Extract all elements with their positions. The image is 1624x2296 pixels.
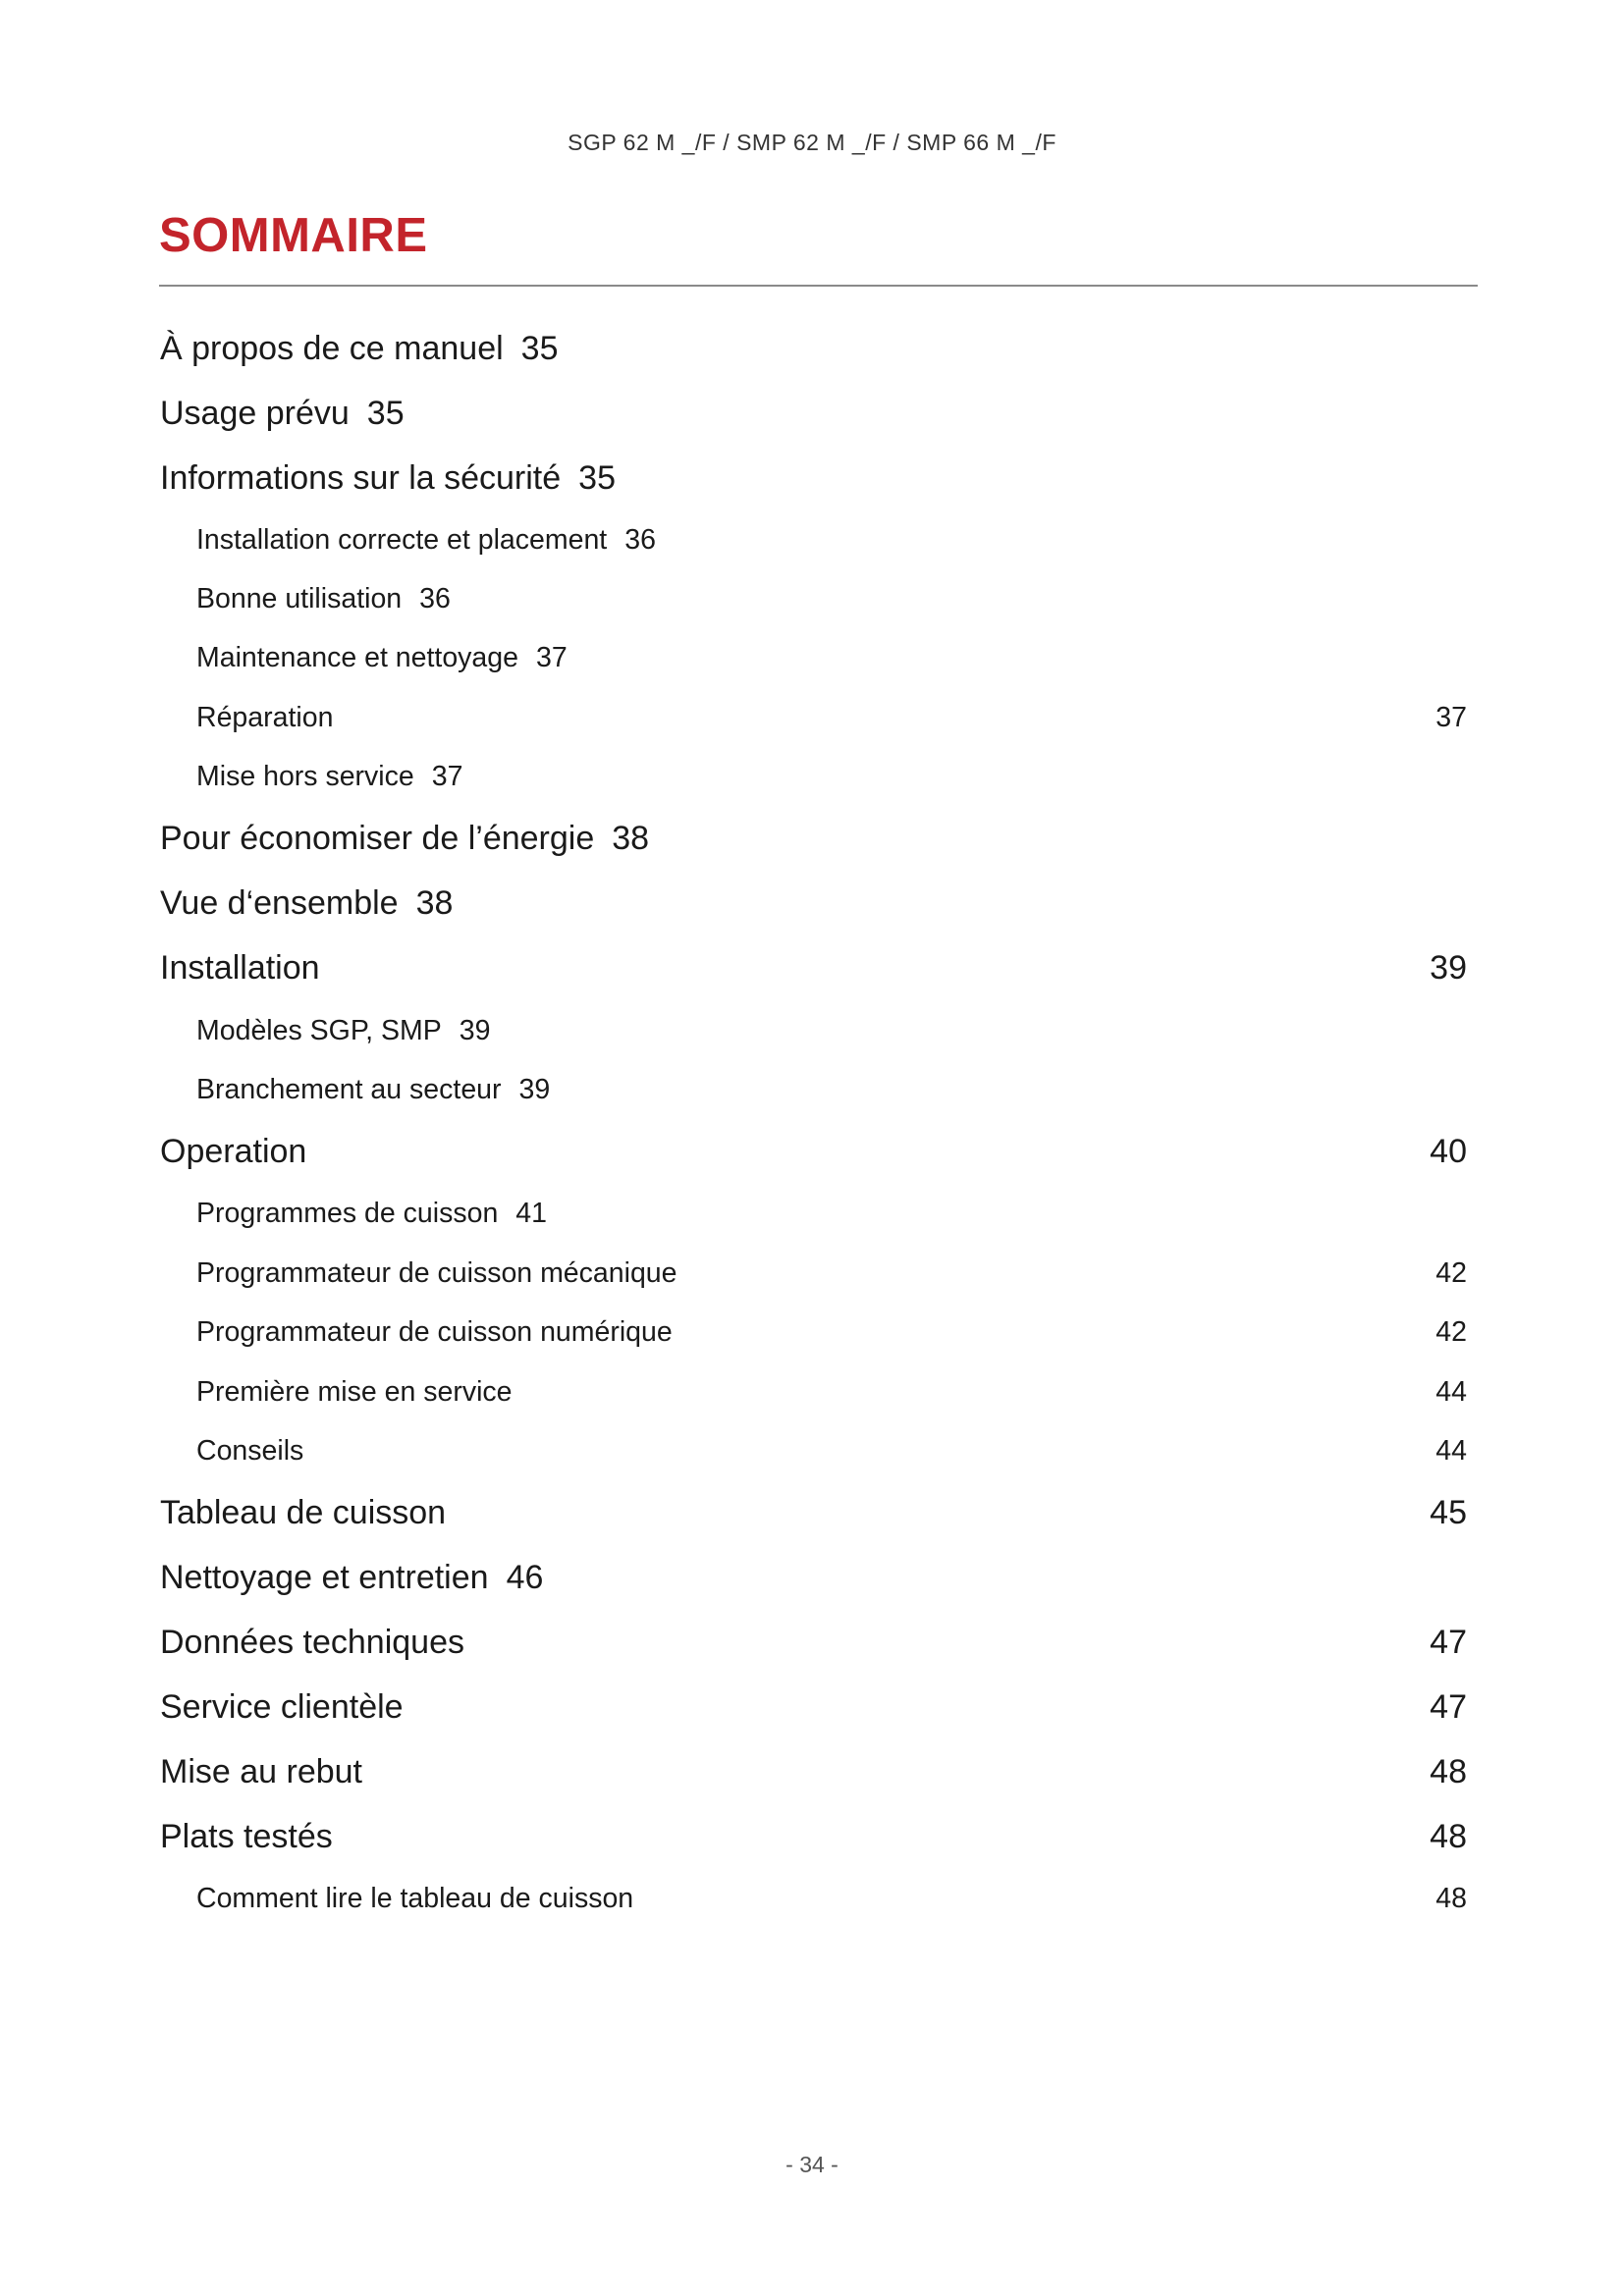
toc-entry (0, 446, 1624, 510)
toc-entry-label: Conseils (196, 1434, 304, 1467)
toc-entry-label: Réparation (196, 701, 334, 733)
page-title: SOMMAIRE (159, 209, 428, 262)
toc-entry-label: Informations sur la sécurité (160, 458, 562, 497)
toc-entry-label: Modèles SGP, SMP (196, 1014, 442, 1046)
toc-entry-label: Installation correcte et placement (196, 523, 608, 556)
toc-entry-label: Branchement au secteur (196, 1074, 502, 1106)
toc-entry (0, 381, 1624, 446)
toc-entry (0, 1546, 1624, 1611)
toc-entry-page: 44 (1435, 1375, 1467, 1408)
toc-entry (0, 1740, 1624, 1805)
page-number: - 34 - (785, 2152, 839, 2177)
toc-entry (0, 1304, 1624, 1362)
toc-entry-label: Comment lire le tableau de cuisson (196, 1883, 634, 1915)
toc-entry (0, 1676, 1624, 1740)
toc-entry-page: 47 (1430, 1624, 1467, 1662)
toc-entry-page: 39 (518, 1074, 551, 1106)
title-divider (159, 285, 1478, 287)
toc-entry-page: 48 (1430, 1753, 1467, 1791)
toc-entry-page: 38 (415, 884, 454, 923)
toc-entry-label: Données techniques (160, 1624, 465, 1662)
toc-entry-label: Service clientèle (160, 1688, 404, 1727)
toc-entry-label: Vue d‘ensemble (160, 884, 399, 923)
toc-entry (0, 629, 1624, 688)
toc-entry (0, 1244, 1624, 1303)
toc-entry-page: 37 (536, 642, 568, 674)
toc-entry-page: 48 (1435, 1883, 1467, 1915)
toc-entry-page: 44 (1435, 1434, 1467, 1467)
toc-entry (0, 1362, 1624, 1421)
toc-entry (0, 688, 1624, 747)
toc-entry (0, 807, 1624, 872)
toc-entry (0, 1421, 1624, 1480)
toc-entry-page: 41 (515, 1198, 547, 1230)
toc-entry-label: Mise hors service (196, 761, 414, 793)
toc-entry-page: 45 (1430, 1494, 1467, 1532)
toc-entry-label: Operation (160, 1133, 307, 1171)
table-of-contents (0, 316, 1624, 1929)
toc-entry (0, 1001, 1624, 1060)
toc-entry-label: Bonne utilisation (196, 583, 403, 615)
toc-entry-page: 37 (1435, 701, 1467, 733)
toc-entry-label: Programmateur de cuisson numérique (196, 1316, 673, 1349)
toc-entry (0, 1611, 1624, 1676)
toc-entry (0, 1185, 1624, 1244)
toc-entry-label: Plats testés (160, 1818, 333, 1856)
toc-entry-label: Première mise en service (196, 1375, 513, 1408)
toc-entry-label: Usage prévu (160, 394, 350, 432)
toc-entry-page: 35 (366, 394, 405, 432)
toc-entry-label: Mise au rebut (160, 1753, 362, 1791)
toc-entry (0, 748, 1624, 807)
toc-entry (0, 1060, 1624, 1119)
toc-entry-page: 35 (520, 329, 559, 367)
toc-entry-page: 39 (459, 1014, 491, 1046)
toc-entry (0, 1805, 1624, 1870)
toc-entry-page: 36 (624, 523, 656, 556)
toc-entry-label: À propos de ce manuel (160, 329, 504, 367)
toc-entry-label: Pour économiser de l’énergie (160, 820, 595, 858)
toc-entry (0, 316, 1624, 381)
toc-entry-page: 48 (1430, 1818, 1467, 1856)
toc-entry-label: Installation (160, 949, 320, 988)
toc-entry-label: Programmes de cuisson (196, 1198, 499, 1230)
toc-entry-label: Maintenance et nettoyage (196, 642, 518, 674)
toc-entry-label: Tableau de cuisson (160, 1494, 447, 1532)
toc-entry-page: 38 (612, 820, 650, 858)
toc-entry (0, 1120, 1624, 1185)
toc-entry (0, 1481, 1624, 1546)
toc-entry (0, 936, 1624, 1001)
toc-entry (0, 872, 1624, 936)
toc-entry-page: 37 (431, 761, 463, 793)
document-header: SGP 62 M _/F / SMP 62 M _/F / SMP 66 M _/F (568, 130, 1056, 155)
toc-entry-label: Programmateur de cuisson mécanique (196, 1256, 677, 1289)
toc-entry (0, 569, 1624, 628)
toc-entry-page: 40 (1430, 1133, 1467, 1171)
toc-entry-label: Nettoyage et entretien (160, 1559, 489, 1597)
toc-entry-page: 42 (1435, 1256, 1467, 1289)
toc-entry-page: 39 (1430, 949, 1467, 988)
toc-entry (0, 1870, 1624, 1929)
toc-entry-page: 42 (1435, 1316, 1467, 1349)
toc-entry-page: 36 (419, 583, 451, 615)
toc-entry (0, 510, 1624, 569)
toc-entry-page: 35 (578, 458, 616, 497)
toc-entry-page: 47 (1430, 1688, 1467, 1727)
toc-entry-page: 46 (506, 1559, 544, 1597)
